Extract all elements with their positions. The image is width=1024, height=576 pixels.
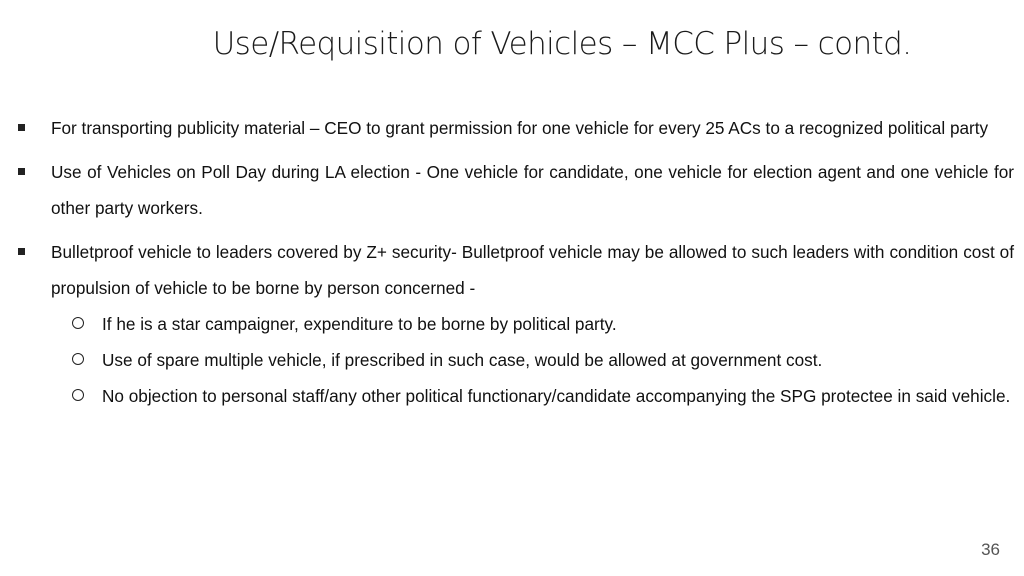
bullet-text: Use of Vehicles on Poll Day during LA election - One vehicle for candidate, one vehicle for election agent and one vehicle for other party workers. (51, 162, 1014, 218)
sub-list (18, 306, 1014, 414)
sub-item-text: No objection to personal staff/any other political functionary/candidate accompanying the SPG protectee in said vehicle. (102, 386, 1011, 406)
sub-item (18, 342, 1014, 378)
circle-bullet-icon (72, 317, 84, 329)
bullet-text: Bulletproof vehicle to leaders covered by Z+ security- Bulletproof vehicle may be allowed to such leaders with condition cost of propulsion of vehicle to be borne by person concerned - (51, 242, 1014, 298)
square-bullet-icon (18, 124, 25, 131)
circle-bullet-icon (72, 353, 84, 365)
slide-title: Use/Requisition of Vehicles – MCC Plus – contd. (212, 26, 912, 62)
sub-item (18, 306, 1014, 342)
sub-item-text: Use of spare multiple vehicle, if prescribed in such case, would be allowed at government cost. (102, 350, 823, 370)
slide-content (18, 110, 1014, 414)
page-number: 36 (981, 540, 1000, 559)
bullet-item (18, 234, 1014, 306)
square-bullet-icon (18, 248, 25, 255)
bullet-text: For transporting publicity material – CEO to grant permission for one vehicle for every 25 ACs to a recognized political party (51, 118, 989, 138)
sub-item (18, 378, 1014, 414)
sub-item-text: If he is a star campaigner, expenditure to be borne by political party. (102, 314, 617, 334)
square-bullet-icon (18, 168, 25, 175)
bullet-item (18, 154, 1014, 226)
bullet-item (18, 110, 1014, 146)
circle-bullet-icon (72, 389, 84, 401)
